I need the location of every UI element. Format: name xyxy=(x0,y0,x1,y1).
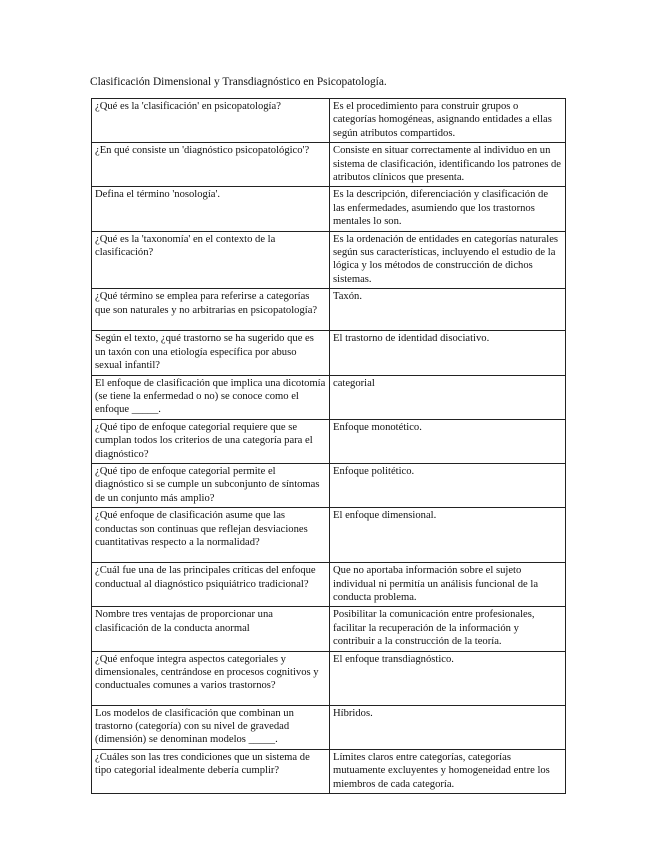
question-cell: El enfoque de clasificación que implica una dicotomía (se tiene la enfermedad o no) se conoce como el enfoque _____. xyxy=(92,375,330,419)
question-cell: Los modelos de clasificación que combinan un trastorno (categoría) con su nivel de gravedad (dimensión) se denominan modelos _____. xyxy=(92,705,330,749)
table-row xyxy=(92,607,566,651)
table-row xyxy=(92,187,566,231)
question-cell: ¿Qué es la 'taxonomía' en el contexto de la clasificación? xyxy=(92,231,330,289)
question-cell: ¿En qué consiste un 'diagnóstico psicopatológico'? xyxy=(92,143,330,187)
answer-cell: Que no aportaba información sobre el sujeto individual ni permitía un análisis funcional de la conducta problema. xyxy=(330,563,566,607)
table-row xyxy=(92,508,566,563)
question-cell: ¿Qué es la 'clasificación' en psicopatología? xyxy=(92,99,330,143)
answer-cell: Límites claros entre categorías, categorías mutuamente excluyentes y homogeneidad entre los miembros de cada categoría. xyxy=(330,749,566,793)
answer-cell: categorial xyxy=(330,375,566,419)
answer-cell: Es la ordenación de entidades en categorías naturales según sus características, incluyendo el estudio de la lógica y los métodos de construcción de dichos sistemas. xyxy=(330,231,566,289)
table-row xyxy=(92,749,566,793)
question-cell: ¿Qué término se emplea para referirse a categorías que son naturales y no arbitrarias en psicopatología? xyxy=(92,289,330,331)
table-row xyxy=(92,331,566,375)
answer-cell: Enfoque politético. xyxy=(330,463,566,507)
table-row xyxy=(92,463,566,507)
answer-cell: Es el procedimiento para construir grupos o categorías homogéneas, asignando entidades a ellas según atributos compartidos. xyxy=(330,99,566,143)
answer-cell: Posibilitar la comunicación entre profesionales, facilitar la recuperación de la información y contribuir a la construcción de la teoría. xyxy=(330,607,566,651)
question-cell: Defina el término 'nosología'. xyxy=(92,187,330,231)
table-row xyxy=(92,651,566,705)
answer-cell: Consiste en situar correctamente al individuo en un sistema de clasificación, identificando los patrones de atributos clínicos que presenta. xyxy=(330,143,566,187)
question-cell: Nombre tres ventajas de proporcionar una clasificación de la conducta anormal xyxy=(92,607,330,651)
table-row xyxy=(92,375,566,419)
answer-cell: Es la descripción, diferenciación y clasificación de las enfermedades, asumiendo que los trastornos mentales lo son. xyxy=(330,187,566,231)
table-row xyxy=(92,705,566,749)
answer-cell: El trastorno de identidad disociativo. xyxy=(330,331,566,375)
question-cell: ¿Cuáles son las tres condiciones que un sistema de tipo categorial idealmente debería cumplir? xyxy=(92,749,330,793)
question-cell: ¿Qué enfoque de clasificación asume que las conductas son continuas que reflejan desviaciones cuantitativas respecto a la normalidad? xyxy=(92,508,330,563)
table-row xyxy=(92,563,566,607)
table-row xyxy=(92,289,566,331)
question-cell: ¿Qué enfoque integra aspectos categoriales y dimensionales, centrándose en procesos cognitivos y conductuales comunes a varios trastornos? xyxy=(92,651,330,705)
table-row xyxy=(92,99,566,143)
question-cell: Según el texto, ¿qué trastorno se ha sugerido que es un taxón con una etiología específica por abuso sexual infantil? xyxy=(92,331,330,375)
table-row xyxy=(92,143,566,187)
answer-cell: El enfoque dimensional. xyxy=(330,508,566,563)
question-cell: ¿Qué tipo de enfoque categorial requiere que se cumplan todos los criterios de una categoría para el diagnóstico? xyxy=(92,419,330,463)
page-title: Clasificación Dimensional y Transdiagnóstico en Psicopatología. xyxy=(90,76,387,88)
table-row xyxy=(92,231,566,289)
answer-cell: Taxón. xyxy=(330,289,566,331)
question-cell: ¿Qué tipo de enfoque categorial permite el diagnóstico si se cumple un subconjunto de síntomas de un conjunto más amplio? xyxy=(92,463,330,507)
question-cell: ¿Cuál fue una de las principales críticas del enfoque conductual al diagnóstico psiquiátrico tradicional? xyxy=(92,563,330,607)
qa-table xyxy=(91,98,566,794)
answer-cell: El enfoque transdiagnóstico. xyxy=(330,651,566,705)
table-row xyxy=(92,419,566,463)
answer-cell: Enfoque monotético. xyxy=(330,419,566,463)
answer-cell: Híbridos. xyxy=(330,705,566,749)
